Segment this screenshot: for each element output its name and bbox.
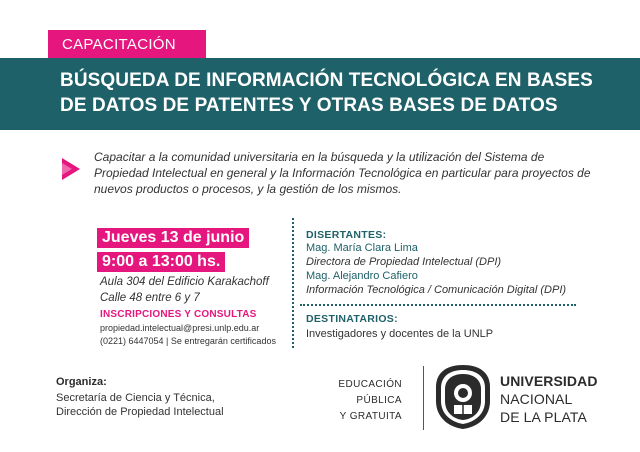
page-title-line-1: BÚSQUEDA DE INFORMACIÓN TECNOLÓGICA EN BASES bbox=[60, 70, 593, 91]
vertical-dotted-divider bbox=[292, 218, 294, 348]
university-name-line-3: DE LA PLATA bbox=[500, 409, 587, 425]
event-location-line-1: Aula 304 del Edificio Karakachoff bbox=[100, 276, 269, 288]
pink-arrow-icon bbox=[62, 158, 80, 180]
university-name-logo bbox=[500, 372, 598, 426]
speakers-heading: DISERTANTES: bbox=[306, 229, 387, 241]
title-banner bbox=[0, 58, 640, 130]
category-tag: CAPACITACIÓN bbox=[48, 30, 206, 58]
speaker-2-role: Información Tecnológica / Comunicación Digital (DPI) bbox=[306, 284, 567, 296]
page-title-line-2: DE DATOS DE PATENTES Y OTRAS BASES DE DATOS bbox=[60, 95, 558, 116]
contact-email[interactable]: propiedad.intelectual@presi.unlp.edu.ar bbox=[100, 323, 260, 333]
event-time: 9:00 a 13:00 hs. bbox=[97, 252, 225, 272]
university-seal-icon bbox=[432, 363, 494, 431]
inscriptions-heading: INSCRIPCIONES Y CONSULTAS bbox=[100, 309, 257, 320]
audience-text: Investigadores y docentes de la UNLP bbox=[306, 328, 494, 340]
contact-phone-note: (0221) 6447054 | Se entregarán certificados bbox=[100, 336, 276, 346]
university-name-line-1: UNIVERSIDAD bbox=[500, 373, 598, 389]
horizontal-dotted-divider bbox=[300, 304, 576, 306]
speaker-1-name: Mag. María Clara Lima bbox=[306, 242, 418, 254]
speaker-2-name: Mag. Alejandro Cafiero bbox=[306, 270, 418, 282]
speaker-1-role: Directora de Propiedad Intelectual (DPI) bbox=[306, 256, 502, 268]
intro-paragraph: Capacitar a la comunidad universitaria en la búsqueda y la utilización del Sistema de Propiedad Intelectual en general y la Información Tecnológica en particular para proyectos de nuevos productos o procesos, y la gestión de los mismos. bbox=[94, 150, 591, 196]
event-location-line-2: Calle 48 entre 6 y 7 bbox=[100, 292, 200, 304]
organizer-line-1: Secretaría de Ciencia y Técnica, bbox=[56, 392, 215, 404]
university-name-line-2: NACIONAL bbox=[500, 391, 573, 407]
event-date: Jueves 13 de junio bbox=[97, 228, 249, 248]
footer-divider bbox=[423, 366, 424, 430]
organizer-heading: Organiza: bbox=[56, 376, 107, 388]
slogan-line-3: Y GRATUITA bbox=[339, 411, 402, 422]
public-education-slogan bbox=[338, 377, 402, 425]
slogan-line-2: PÚBLICA bbox=[356, 395, 402, 406]
audience-heading: DESTINATARIOS: bbox=[306, 313, 398, 325]
slogan-line-1: EDUCACIÓN bbox=[338, 379, 402, 390]
organizer-line-2: Dirección de Propiedad Intelectual bbox=[56, 406, 224, 418]
